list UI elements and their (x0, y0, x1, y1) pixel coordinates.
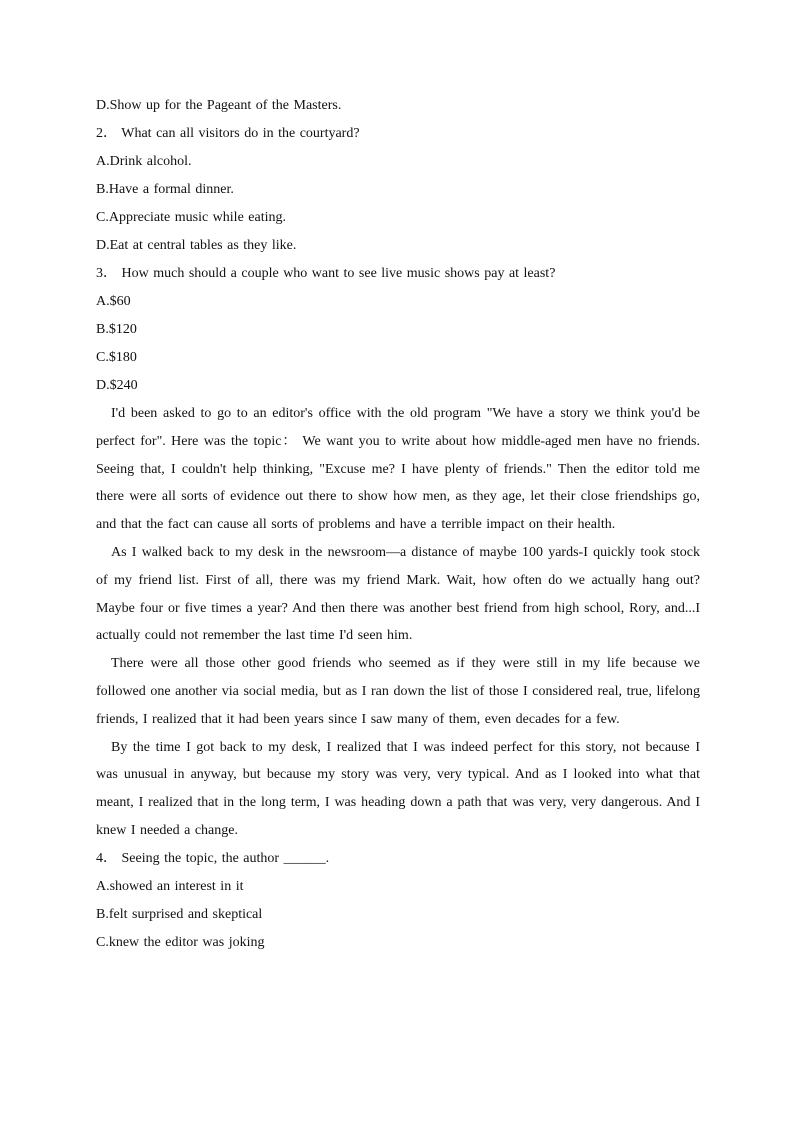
question-2: 2． What can all visitors do in the courtyard? (96, 126, 360, 141)
option-3-a: A.$60 (96, 294, 131, 309)
option-4-b: B.felt surprised and skeptical (96, 906, 263, 922)
passage-paragraph-4: By the time I got back to my desk, I realized that I was indeed perfect for this story, not because I was unusual in anyway, but because my story was very, very typical. And as I looked into what that meant, I realized that in the long term, I was heading down a path that was very, very dangerous. And I knew I needed a change. (96, 739, 700, 838)
passage-paragraph-2: As I walked back to my desk in the newsroom—a distance of maybe 100 yards-I quickly took stock of my friend list. First of all, there was my friend Mark. Wait, how often do we actually hang out? Maybe four or five times a year? And then there was another best friend from high school, Rory, and...I actually could not remember the last time I'd seen him. (96, 544, 700, 644)
option-1-d: D.Show up for the Pageant of the Masters. (96, 98, 342, 113)
option-4-a: A.showed an interest in it (96, 878, 244, 894)
option-3-b: B.$120 (96, 322, 137, 337)
option-2-c: C.Appreciate music while eating. (96, 210, 286, 225)
question-3: 3． How much should a couple who want to see live music shows pay at least? (96, 266, 556, 281)
passage-paragraph-1: I'd been asked to go to an editor's office with the old program "We have a story we think you'd be perfect for". Here was the topic： We want you to write about how middle-aged men have no friends. Seeing that, I couldn't help thinking, "Excuse me? I have plenty of friends." Then the editor told me there were all sorts of evidence out there to show how men, as they age, let their close friendships go, and that the fact can cause all sorts of problems and have a terrible impact on their health. (96, 406, 700, 533)
option-4-c: C.knew the editor was joking (96, 934, 265, 950)
question-4: 4． Seeing the topic, the author ______. (96, 850, 330, 866)
document-page (96, 92, 700, 957)
option-2-b: B.Have a formal dinner. (96, 182, 234, 197)
option-3-d: D.$240 (96, 378, 138, 393)
option-3-c: C.$180 (96, 350, 137, 365)
passage-paragraph-3: There were all those other good friends who seemed as if they were still in my life because we followed one another via social media, but as I ran down the list of those I considered real, true, lifelong friends, I realized that it had been years since I saw many of them, even decades for a few. (96, 656, 700, 727)
option-2-a: A.Drink alcohol. (96, 154, 192, 169)
option-2-d: D.Eat at central tables as they like. (96, 238, 297, 253)
